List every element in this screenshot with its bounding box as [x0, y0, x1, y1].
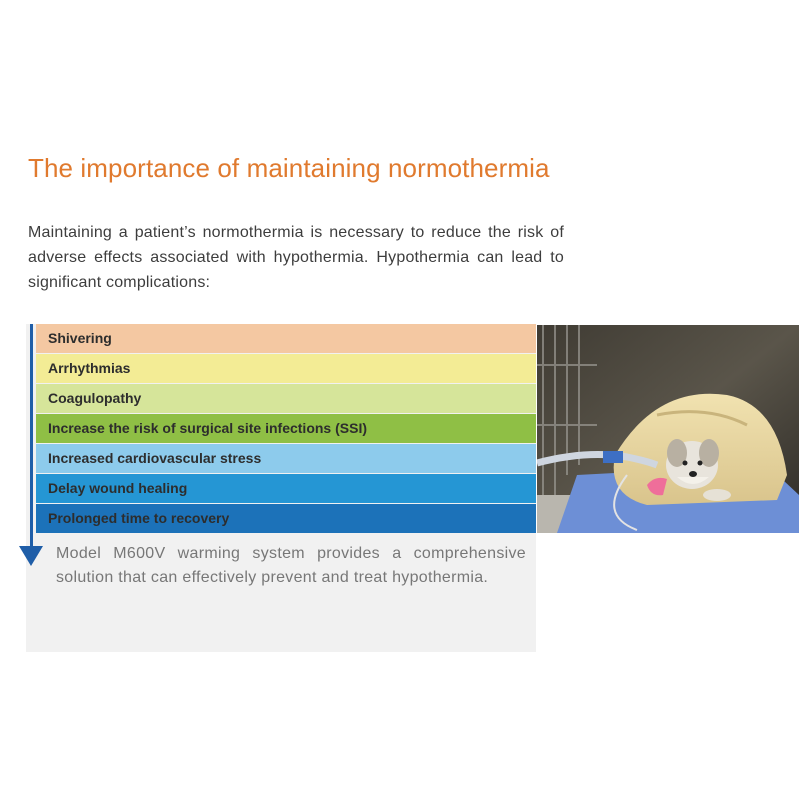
complication-item: Increased cardiovascular stress: [36, 444, 536, 473]
down-arrow-line: [30, 324, 33, 550]
complication-item: Delay wound healing: [36, 474, 536, 503]
complication-item: Increase the risk of surgical site infections (SSI): [36, 414, 536, 443]
complication-item: Coagulopathy: [36, 384, 536, 413]
page-title: The importance of maintaining normothermia: [28, 153, 550, 183]
arrow-down-icon: [19, 546, 43, 566]
patient-dog-photo: [537, 325, 799, 533]
complication-item: Arrhythmias: [36, 354, 536, 383]
complications-list: [36, 324, 536, 534]
conclusion-paragraph: Model M600V warming system provides a comprehensive solution that can effectively prevent and treat hypothermia.: [56, 545, 526, 586]
intro-paragraph: Maintaining a patient’s normothermia is necessary to reduce the risk of adverse effects associated with hypothermia. Hypothermia can lead to significant complications:: [28, 224, 564, 291]
complication-item: Prolonged time to recovery: [36, 504, 536, 533]
complication-item: Shivering: [36, 324, 536, 353]
